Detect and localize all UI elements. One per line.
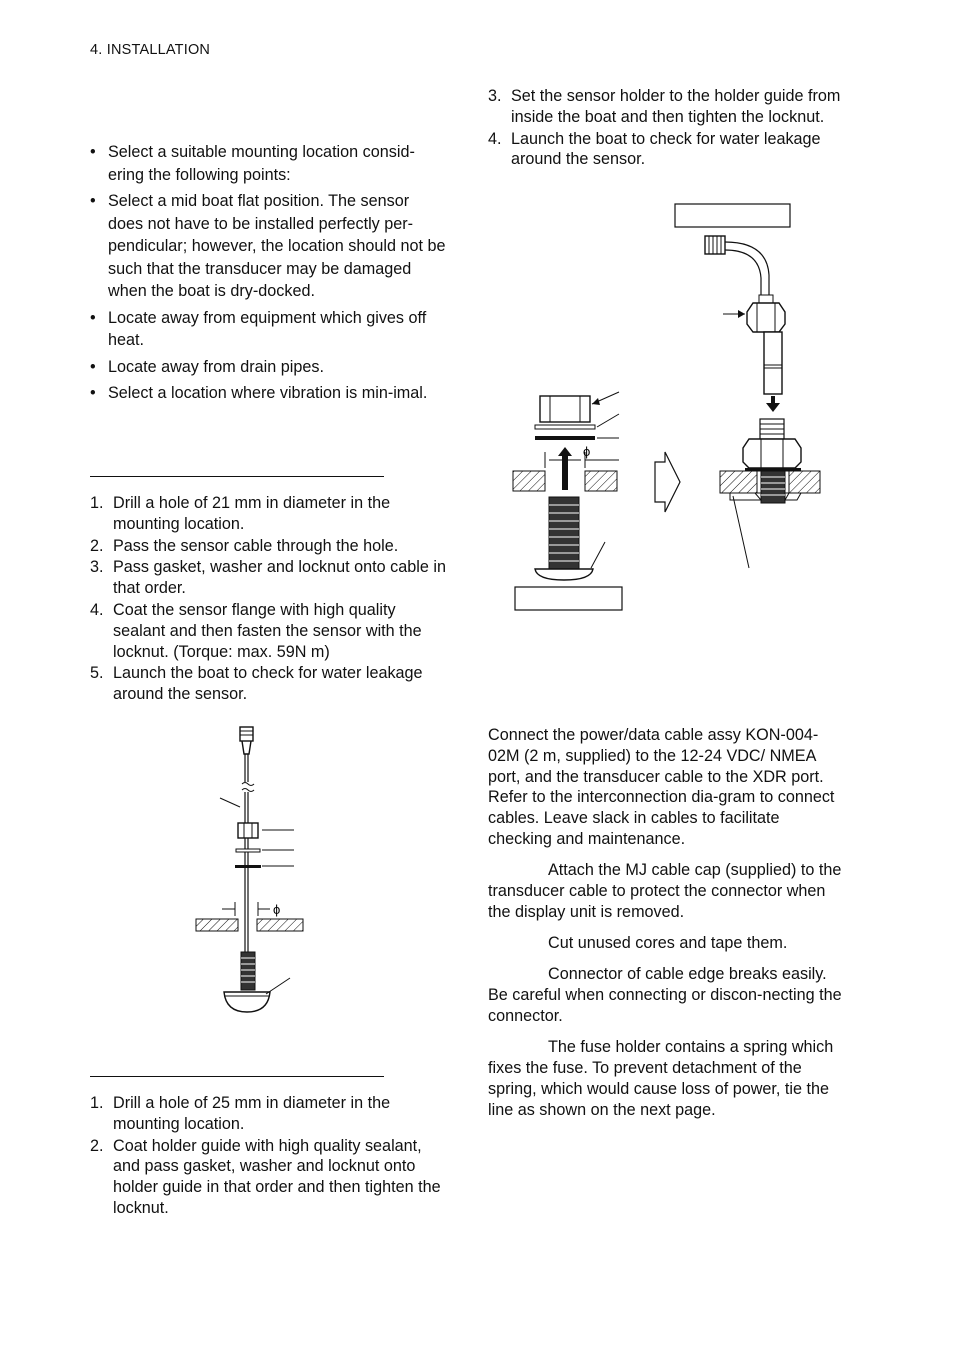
holder-guide-icon <box>549 497 579 569</box>
washer-icon <box>236 849 260 852</box>
transition-arrow-icon <box>655 452 680 512</box>
wiring-section <box>488 725 846 1131</box>
procedure-b-continued <box>488 86 844 171</box>
flange-leader <box>591 542 605 568</box>
procedure-step: 5. Launch the boat to check for water leakage around the sensor. <box>90 664 423 704</box>
note-paragraph: Connector of cable edge breaks easily. Be careful when connecting or discon-necting the connector. <box>488 965 842 1026</box>
washer-icon <box>535 425 595 429</box>
hull-section <box>196 919 238 931</box>
procedure-step: 4. Coat the sensor flange with high quality sealant and then fasten the sensor with the locknut. (Torque: max. 59N m) <box>90 600 422 661</box>
up-arrow-icon <box>558 447 572 456</box>
locknut-icon <box>238 823 258 838</box>
label-box <box>675 204 790 227</box>
wiring-paragraph: Connect the power/data cable assy KON-004-02M (2 m, supplied) to the 12-24 VDC/ NMEA port, and the transducer cable to the XDR port. Refer to the interconnection dia-gram to connect cables. Leave slack in cables to facilitate checking and maintenance. <box>488 726 835 848</box>
location-point: • Select a location where vibration is min-imal. <box>90 382 446 405</box>
procedure-step: 2. Coat holder guide with high quality sealant, and pass gasket, washer and locknut onto holder guide in that order and then tighten the locknut. <box>90 1136 441 1217</box>
through-hull-mount-figure <box>190 720 310 1020</box>
sensor-flange-icon <box>224 992 270 1012</box>
locknut-icon <box>540 396 590 422</box>
section-rule <box>90 1076 384 1077</box>
down-arrow-icon <box>766 403 780 412</box>
label-box <box>515 587 622 610</box>
procedure-b <box>90 1093 446 1220</box>
procedure-step: 4. Launch the boat to check for water leakage around the sensor. <box>488 129 821 169</box>
locknut-icon <box>743 439 801 468</box>
connector-icon <box>240 727 253 741</box>
holder-flange-icon <box>535 569 593 580</box>
section-rule <box>90 476 384 477</box>
hull-section <box>257 919 303 931</box>
hull-section <box>585 471 617 491</box>
procedure-step: 1. Drill a hole of 25 mm in diameter in the mounting location. <box>90 1094 391 1133</box>
procedure-step: 3. Pass gasket, washer and locknut onto cable in that order. <box>90 558 446 598</box>
sensor-body-icon <box>747 303 785 332</box>
section-header: 4. INSTALLATION <box>90 42 211 58</box>
hole-diameter-symbol: ϕ <box>273 902 281 917</box>
location-point: • Select a mid boat flat position. The sensor does not have to be installed perfectly per-pendicular; however, the location should not be such that the transducer may be damaged when the boat is dry-docked. <box>90 190 446 303</box>
sealant-leader <box>733 496 749 568</box>
hull-section <box>513 471 545 491</box>
cable-leader <box>220 798 240 807</box>
location-point: • Locate away from drain pipes. <box>90 356 446 379</box>
procedure-step: 1. Drill a hole of 21 mm in diameter in the mounting location. <box>90 494 391 533</box>
location-considerations <box>90 141 446 409</box>
location-point: • Select a suitable mounting location consid-ering the following points: <box>90 141 446 186</box>
procedure-a <box>90 493 446 706</box>
location-point: • Locate away from equipment which gives off heat. <box>90 307 446 352</box>
gasket-icon <box>235 865 261 868</box>
note-paragraph: Attach the MJ cable cap (supplied) to the transducer cable to protect the connector when the display unit is removed. <box>488 861 842 921</box>
connector-icon <box>705 236 725 254</box>
procedure-step: 3. Set the sensor holder to the holder guide from inside the boat and then tighten the locknut. <box>488 87 841 126</box>
note-paragraph: Cut unused cores and tape them. <box>548 934 788 953</box>
note-paragraph: The fuse holder contains a spring which fixes the fuse. To prevent detachment of the spring, which would cause loss of power, tie the line as shown on the next page. <box>488 1038 834 1119</box>
hole-diameter-symbol: ϕ <box>583 444 591 459</box>
flange-leader <box>266 978 290 994</box>
sensor-shaft-icon <box>764 332 782 394</box>
procedure-step: 2. Pass the sensor cable through the hole. <box>90 536 399 555</box>
holder-mount-figure <box>505 200 825 615</box>
gasket-icon <box>535 436 595 440</box>
